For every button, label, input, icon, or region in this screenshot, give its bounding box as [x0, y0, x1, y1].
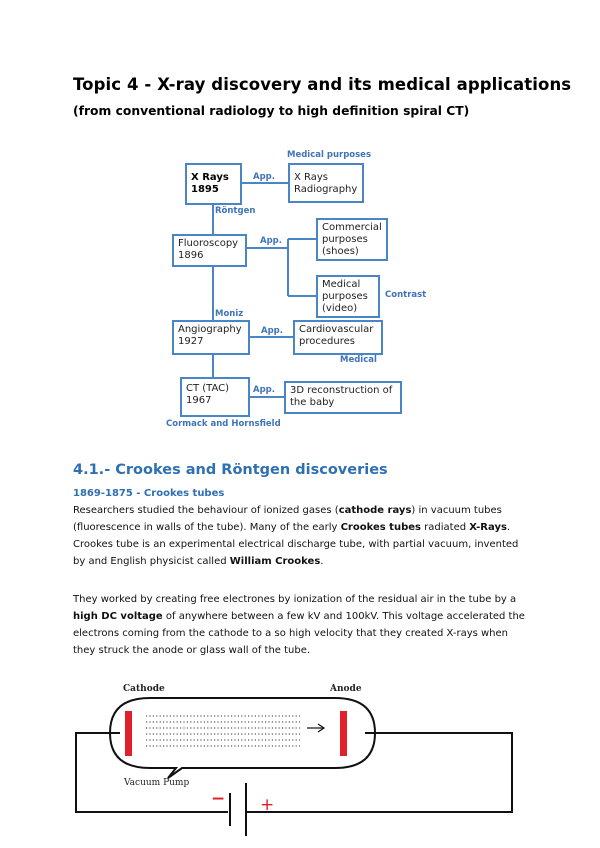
section-heading: 4.1.- Crookes and Röntgen discoveries — [73, 462, 388, 478]
box-angiography — [172, 320, 250, 355]
box-fluoroscopy-line1: Fluoroscopy — [178, 238, 239, 249]
box-reconstruction — [284, 381, 402, 414]
paragraph-1 — [73, 502, 533, 570]
page-subtitle: (from conventional radiology to high definition spiral CT) — [73, 104, 470, 118]
p1-text-5: . — [320, 556, 324, 567]
box-radiography-line1: X Rays — [294, 172, 329, 183]
p1-text-2: ) in vacuum tubes (fluorescence in walls of the tube). Many of the early — [73, 505, 502, 533]
tube-glass — [110, 698, 375, 778]
box-commercial-line2: purposes — [322, 234, 368, 245]
section-subheading: 1869-1875 - Crookes tubes — [73, 488, 225, 499]
box-cardiovascular-line2: procedures — [299, 336, 355, 347]
paragraph-crookes-tubes — [73, 502, 533, 570]
p2-bold-high-dc-voltage: high DC voltage — [73, 611, 163, 622]
label-app-3: App. — [261, 326, 283, 336]
box-angiography-line2: 1927 — [178, 336, 204, 347]
box-fluoroscopy — [172, 234, 247, 267]
box-radiography — [288, 163, 364, 203]
label-vacuum-pump: Vacuum Pump — [124, 778, 190, 788]
box-medical-video-line1: Medical — [322, 279, 361, 290]
cathode-electrode — [125, 711, 132, 756]
label-cormack: Cormack and Hornsfield — [166, 419, 281, 429]
box-commercial-line3: (shoes) — [322, 246, 359, 257]
paragraph-2 — [73, 591, 533, 659]
electron-direction-arrowhead — [318, 724, 324, 732]
box-xrays-line1: X Rays — [191, 172, 229, 183]
box-commercial — [316, 218, 388, 261]
label-rontgen: Röntgen — [215, 206, 256, 216]
box-medical-video-line2: purposes — [322, 291, 368, 302]
p1-text-3: radiated — [420, 522, 470, 533]
p1-bold-william-crookes: William Crookes — [229, 556, 321, 567]
p2-text-2: of anywhere between a few kV and 100kV. This voltage accelerated the electrons coming from the cathode to a so high velocity that they created X-rays when they struck the anode or glass wall of the tube. — [73, 611, 525, 656]
box-ct-line1: CT (TAC) — [186, 383, 230, 394]
label-app-1: App. — [253, 172, 275, 182]
label-anode: Anode — [330, 684, 362, 694]
label-contrast: Contrast — [385, 290, 427, 300]
page-title: Topic 4 - X-ray discovery and its medical applications — [73, 75, 572, 94]
circuit-wire — [76, 733, 512, 812]
p1-bold-crookes-tubes: Crookes tubes — [340, 522, 421, 533]
box-angiography-line1: Angiography — [178, 324, 242, 335]
box-commercial-line1: Commercial — [322, 222, 382, 233]
label-medical: Medical — [340, 355, 377, 365]
p1-text-4: . Crookes tube is an experimental electrical discharge tube, with partial vacuum, invented by and English physicist called — [73, 522, 519, 567]
label-plus: + — [260, 795, 275, 815]
box-radiography-line2: Radiography — [294, 184, 358, 195]
label-moniz: Moniz — [215, 309, 244, 319]
label-minus: − — [211, 789, 226, 809]
box-xrays — [185, 163, 242, 205]
p1-bold-xrays: X-Rays — [469, 522, 507, 533]
box-cardiovascular — [293, 320, 383, 355]
p2-text-1: They worked by creating free electrones by ionization of the residual air in the tube by a — [73, 594, 517, 605]
box-reconstruction-line1: 3D reconstruction of — [290, 385, 393, 396]
label-app-2: App. — [260, 236, 282, 246]
box-ct-line2: 1967 — [186, 395, 212, 406]
label-medical-purposes: Medical purposes — [287, 150, 372, 160]
box-cardiovascular-line1: Cardiovascular — [299, 324, 374, 335]
box-reconstruction-line2: the baby — [290, 397, 335, 408]
p1-text-1: Researchers studied the behaviour of ionized gases ( — [73, 505, 339, 516]
box-ct — [180, 377, 250, 417]
box-medical-video-line3: (video) — [322, 303, 358, 314]
box-xrays-line2: 1895 — [191, 184, 219, 195]
label-cathode: Cathode — [123, 684, 165, 694]
box-fluoroscopy-line2: 1896 — [178, 250, 204, 261]
label-app-4: App. — [253, 385, 275, 395]
box-medical-video — [316, 275, 380, 318]
paragraph-voltage — [73, 591, 533, 659]
anode-electrode — [340, 711, 347, 756]
p1-bold-cathode-rays: cathode rays — [338, 505, 412, 516]
